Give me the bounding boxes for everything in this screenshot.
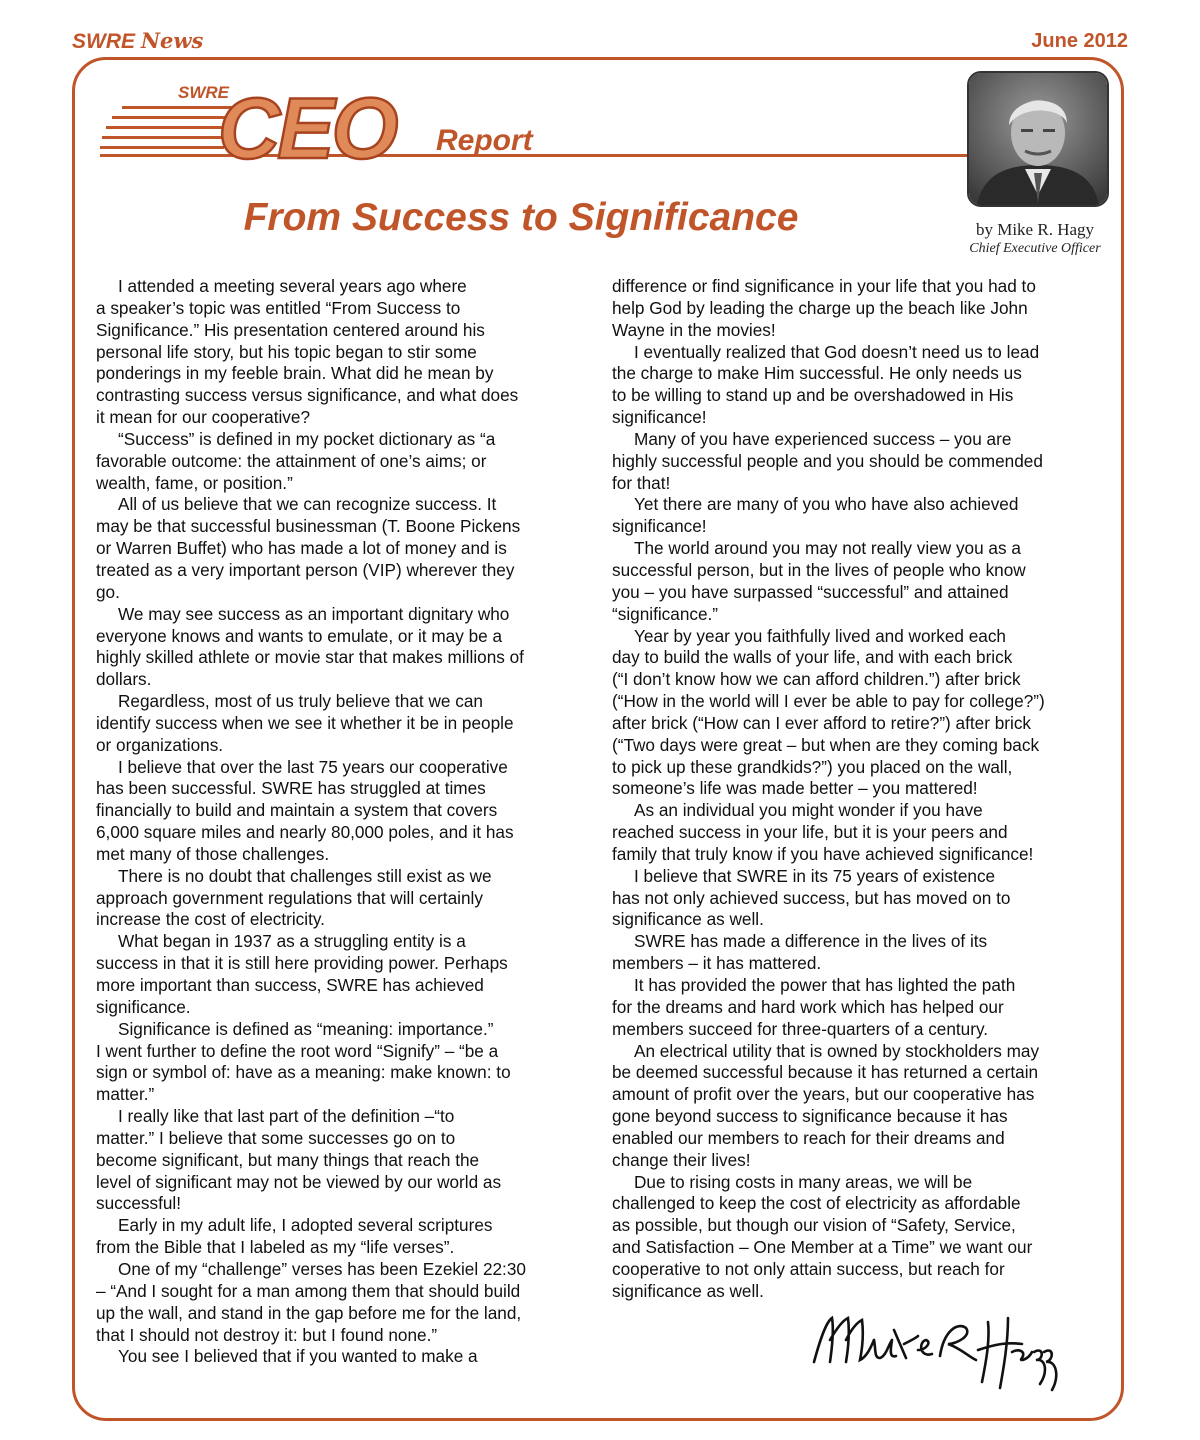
text-line: challenged to keep the cost of electricity as affordable (612, 1193, 1021, 1214)
text-line: for that! (612, 472, 671, 493)
text-line: or Warren Buffet) who has made a lot of money and is (96, 538, 507, 559)
text-line: Yet there are many of you who have also achieved (634, 494, 1019, 515)
text-line: as possible, but though our vision of “Safety, Service, (612, 1215, 1016, 1236)
text-line: personal life story, but his topic began to stir some (96, 341, 477, 362)
text-line: go. (96, 581, 120, 602)
text-line: As an individual you might wonder if you have (634, 800, 983, 821)
text-line: Wayne in the movies! (612, 319, 776, 340)
text-line: to pick up these grandkids?”) you placed on the wall, (612, 756, 1013, 777)
text-line: enabled our members to reach for their dreams and (612, 1127, 1005, 1148)
author-role: Chief Executive Officer (969, 241, 1101, 256)
text-line: We may see success as an important dignitary who (118, 603, 510, 624)
text-line: significance as well. (612, 1280, 764, 1301)
text-line: has been successful. SWRE has struggled at times (96, 778, 486, 799)
text-line: reached success in your life, but it is your peers and (612, 822, 1008, 843)
text-line: difference or find significance in your life that you had to (612, 276, 1036, 296)
text-line: everyone knows and wants to emulate, or it may be a (96, 625, 503, 646)
text-line: day to build the walls of your life, and with each brick (612, 647, 1013, 668)
text-line: to be willing to stand up and be overshadowed in His (612, 385, 1014, 406)
author-signature (808, 1300, 1068, 1400)
text-line: What began in 1937 as a struggling entity is a (118, 931, 466, 952)
text-line: cooperative to not only attain success, but reach for (612, 1258, 1005, 1279)
text-line: Many of you have experienced success – you are (634, 428, 1012, 449)
text-line: significance as well. (612, 909, 764, 930)
text-line: The world around you may not really view you as a (634, 538, 1021, 559)
text-line: highly successful people and you should be commended (612, 450, 1043, 471)
text-line: treated as a very important person (VIP) wherever they (96, 559, 515, 580)
text-line: approach government regulations that will certainly (96, 887, 483, 908)
text-line: I really like that last part of the definition –“to (118, 1106, 455, 1127)
text-line: it mean for our cooperative? (96, 407, 311, 428)
text-line: – “And I sought for a man among them that should build (96, 1280, 521, 1301)
text-line: 6,000 square miles and nearly 80,000 poles, and it has (96, 822, 514, 843)
article-title: From Success to Significance (243, 196, 799, 239)
author-photo (967, 71, 1109, 207)
logo-small-text: SWRE (178, 83, 229, 102)
text-line: Significance.” His presentation centered around his (96, 319, 485, 340)
text-line: financially to build and maintain a system that covers (96, 800, 498, 821)
text-line: change their lives! (612, 1149, 751, 1170)
text-line: All of us believe that we can recognize success. It (118, 494, 497, 515)
text-line: Due to rising costs in many areas, we will be (634, 1171, 973, 1192)
text-line: Significance is defined as “meaning: importance.” (118, 1018, 494, 1039)
text-line: significance. (96, 996, 191, 1017)
logo-report-text: Report (436, 124, 533, 157)
ceo-report-logo (98, 78, 978, 168)
text-line: someone’s life was made better – you mattered! (612, 778, 978, 799)
text-line: success in that it is still here providing power. Perhaps (96, 953, 508, 974)
text-line: gone beyond success to significance because it has (612, 1106, 1008, 1127)
text-line: amount of profit over the years, but our cooperative has (612, 1084, 1035, 1105)
text-line: significance! (612, 407, 707, 428)
text-line: Year by year you faithfully lived and worked each (634, 625, 1006, 646)
publication-suffix: News (140, 28, 204, 53)
text-line: significance! (612, 516, 707, 537)
text-line: “Success” is defined in my pocket dictionary as “a (118, 428, 496, 449)
text-line: met many of those challenges. (96, 843, 330, 864)
text-line: (“Two days were great – but when are they coming back (612, 734, 1040, 755)
text-line: It has provided the power that has lighted the path (634, 975, 1016, 995)
publication-name (72, 28, 203, 54)
text-line: highly skilled athlete or movie star that makes millions of (96, 647, 524, 668)
issue-date: June 2012 (1031, 30, 1128, 52)
article-column-left (96, 276, 596, 1368)
text-line: Regardless, most of us truly believe that we can (118, 691, 483, 712)
text-line: a speaker’s topic was entitled “From Success to (96, 297, 461, 318)
text-line: I eventually realized that God doesn’t need us to lead (634, 341, 1040, 362)
text-line: I believe that SWRE in its 75 years of existence (634, 865, 996, 886)
text-line: wealth, fame, or position.” (96, 472, 293, 493)
text-line: sign or symbol of: have as a meaning: make known: to (96, 1062, 511, 1083)
text-line: the charge to make Him successful. He only needs us (612, 363, 1022, 384)
text-line: One of my “challenge” verses has been Ezekiel 22:30 (118, 1258, 526, 1279)
text-line: contrasting success versus significance, and what does (96, 385, 519, 406)
text-line: SWRE has made a difference in the lives of its (634, 931, 988, 952)
text-line: matter.” (96, 1084, 155, 1105)
text-line: identify success when we see it whether it be in people (96, 712, 514, 733)
text-line: for the dreams and hard work which has helped our (612, 996, 1004, 1017)
text-line: You see I believed that if you wanted to make a (118, 1346, 478, 1367)
text-line: may be that successful businessman (T. Boone Pickens (96, 516, 521, 537)
text-line: dollars. (96, 669, 152, 690)
text-line: favorable outcome: the attainment of one’s aims; or (96, 450, 487, 471)
publication-prefix: SWRE (72, 30, 135, 53)
text-line: be deemed successful because it has returned a certain (612, 1062, 1039, 1083)
text-line: “significance.” (612, 603, 719, 624)
byline (940, 220, 1130, 257)
text-line: after brick (“How can I ever afford to retire?”) after brick (612, 712, 1032, 733)
text-line: and Satisfaction – One Member at a Time” we want our (612, 1237, 1033, 1258)
text-line: help God by leading the charge up the beach like John (612, 297, 1028, 318)
text-line: matter.” I believe that some successes go on to (96, 1127, 456, 1148)
text-line: you – you have surpassed “successful” and attained (612, 581, 1009, 602)
text-line: Early in my adult life, I adopted several scriptures (118, 1215, 493, 1236)
text-line: has not only achieved success, but has moved on to (612, 887, 1011, 908)
text-line: I attended a meeting several years ago where (118, 276, 467, 296)
text-line: There is no doubt that challenges still exist as we (118, 865, 492, 886)
text-line: I believe that over the last 75 years our cooperative (118, 756, 508, 777)
logo-big-text: CEO (218, 81, 396, 168)
text-line: members succeed for three-quarters of a century. (612, 1018, 989, 1039)
text-line: (“I don’t know how we can afford children.”) after brick (612, 669, 1021, 690)
text-line: (“How in the world will I ever be able to pay for college?”) (612, 691, 1045, 712)
text-line: family that truly know if you have achieved significance! (612, 843, 1034, 864)
text-line: I went further to define the root word “Signify” – “be a (96, 1040, 499, 1061)
text-line: successful! (96, 1193, 182, 1214)
text-line: successful person, but in the lives of people who know (612, 559, 1026, 580)
author-name: by Mike R. Hagy (975, 220, 1095, 239)
text-line: from the Bible that I labeled as my “life verses”. (96, 1237, 455, 1258)
article-column-right (612, 276, 1112, 1303)
text-line: or organizations. (96, 734, 224, 755)
text-line: ponderings in my feeble brain. What did he mean by (96, 363, 494, 384)
text-line: up the wall, and stand in the gap before me for the land, (96, 1302, 522, 1323)
text-line: increase the cost of electricity. (96, 909, 325, 930)
text-line: that I should not destroy it: but I found none.” (96, 1324, 438, 1345)
text-line: An electrical utility that is owned by stockholders may (634, 1040, 1040, 1061)
text-line: become significant, but many things that reach the (96, 1149, 480, 1170)
text-line: members – it has mattered. (612, 953, 822, 974)
text-line: more important than success, SWRE has achieved (96, 975, 484, 995)
text-line: level of significant may not be viewed by our world as (96, 1171, 502, 1192)
ceo-report-logo-graphic (98, 78, 978, 168)
